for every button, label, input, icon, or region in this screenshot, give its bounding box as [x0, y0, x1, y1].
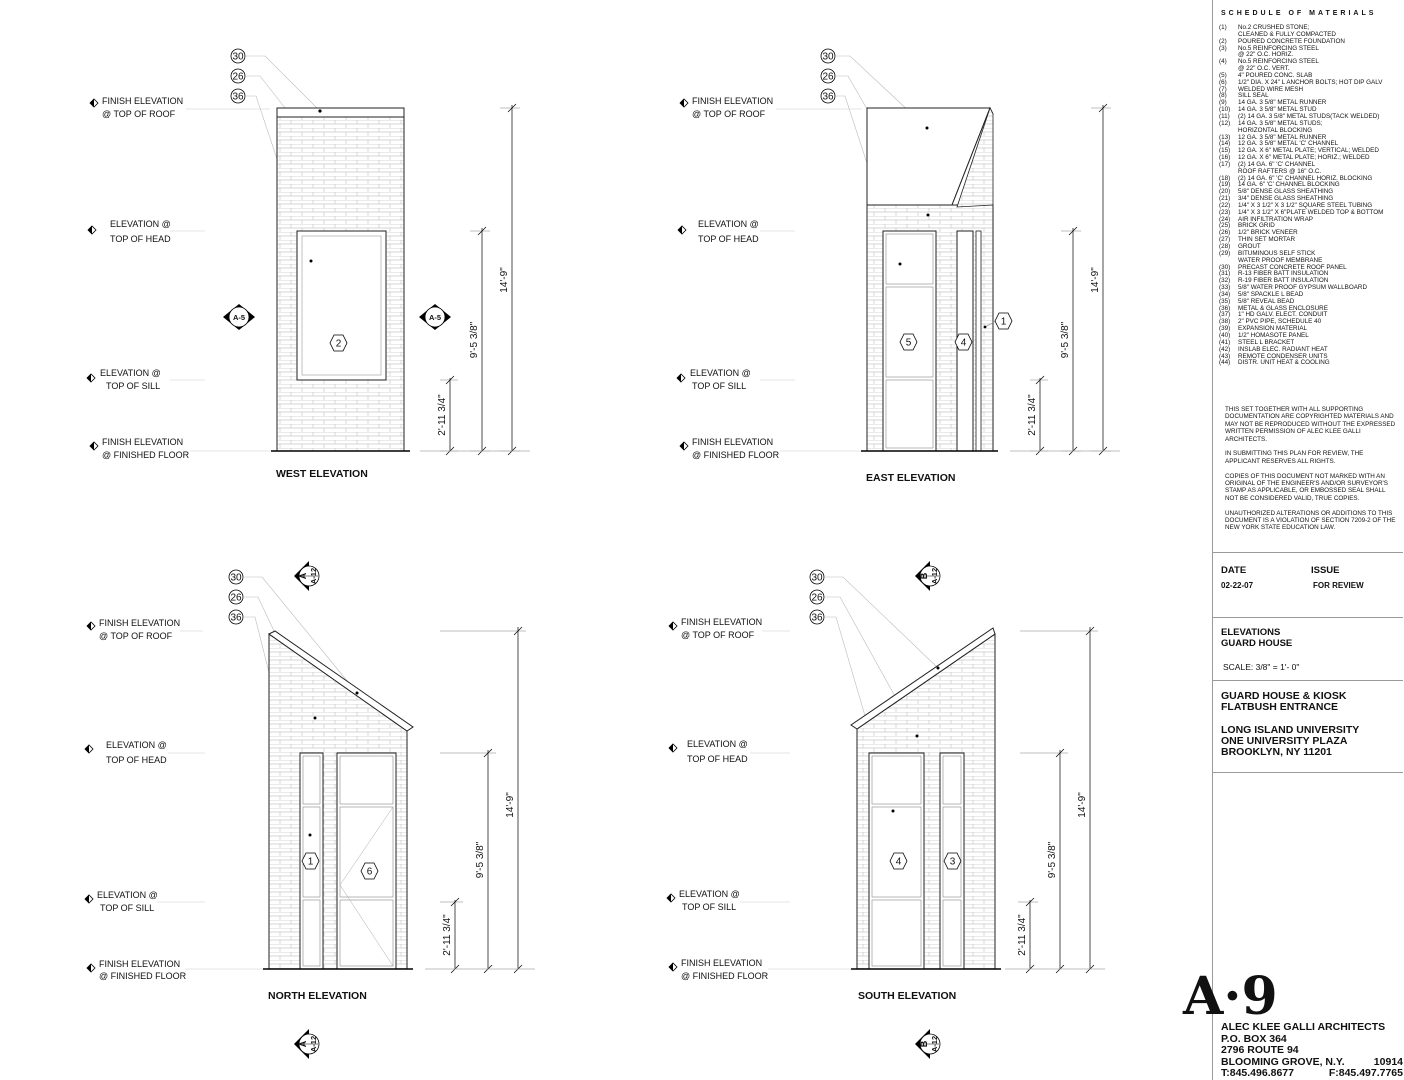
divider [1213, 617, 1403, 618]
east-title: EAST ELEVATION [866, 472, 956, 484]
material-number: (2) [1219, 37, 1227, 45]
issue-label: ISSUE [1311, 565, 1340, 576]
material-number: (7) [1219, 85, 1227, 93]
east-dim-sill: 2'-11 3/4" [1027, 394, 1038, 436]
material-number: (26) [1219, 229, 1231, 237]
north-dim-overall: 14'-9" [505, 792, 516, 818]
material-description: POURED CONCRETE FOUNDATION [1238, 37, 1345, 45]
sheet-title [1221, 628, 1292, 649]
sheet-number [1183, 966, 1323, 1027]
svg-text:A-12: A-12 [309, 1035, 318, 1053]
north-elevation [85, 561, 535, 1059]
material-description: WELDED WIRE MESH [1238, 85, 1304, 93]
title-block [1183, 0, 1403, 1080]
south-elevation [667, 561, 1105, 1059]
north-level-4b: @ FINISHED FLOOR [99, 971, 187, 981]
material-description: THIN SET MORTAR [1238, 236, 1296, 244]
east-keynote-30: 30 [822, 51, 834, 63]
west-level-3b: TOP OF SILL [106, 381, 161, 391]
material-number: (10) [1219, 106, 1231, 114]
west-section-mark-right [419, 304, 451, 330]
material-description: 2" PVC PIPE, SCHEDULE 40 [1238, 318, 1322, 326]
south-tag-4 [890, 853, 907, 869]
svg-text:A-5: A-5 [428, 313, 442, 322]
material-number: (24) [1219, 215, 1231, 223]
material-number: (37) [1219, 311, 1231, 319]
firm-zip: 10914 [1373, 1055, 1403, 1068]
south-dim-head: 9'-5 3/8" [1047, 841, 1058, 879]
material-description: EXPANSION MATERIAL [1238, 325, 1308, 333]
north-section-mark-top [294, 561, 319, 591]
project-line-2: FLATBUSH ENTRANCE [1221, 701, 1339, 713]
material-number: (14) [1219, 140, 1231, 148]
firm-name: ALEC KLEE GALLI ARCHITECTS [1221, 1021, 1386, 1033]
material-number: (43) [1219, 352, 1231, 360]
material-description: METAL & GLASS ENCLOSURE [1238, 304, 1328, 312]
note-copyright: THIS SET TOGETHER WITH ALL SUPPORTING DOCUMENTATION ARE COPYRIGHTED MATERIALS AND MAY NOT BE REPRODUCED WITHOUT THE EXPRESSED WRITTEN PERMISSION OF ALEC KLEE GALLI ARCHITECTS. [1225, 406, 1396, 443]
material-item [1219, 59, 1401, 73]
svg-text:5: 5 [905, 337, 912, 349]
west-keynote-30: 30 [232, 51, 244, 63]
south-level-4a: FINISH ELEVATION [681, 958, 763, 968]
project-name [1221, 691, 1346, 713]
material-number: (34) [1219, 290, 1231, 298]
east-tag-4 [955, 334, 972, 350]
svg-text:A: A [298, 572, 308, 580]
south-section-mark-bottom [915, 1029, 940, 1059]
material-description: 5/8" REVEAL BEAD [1238, 297, 1295, 305]
material-number: (9) [1219, 99, 1227, 107]
north-tag-6 [361, 863, 378, 879]
material-description: No.2 CRUSHED STONE; CLEANED & FULLY COMPACTED [1238, 24, 1336, 38]
svg-text:A-12: A-12 [930, 1035, 939, 1053]
west-title: WEST ELEVATION [276, 468, 368, 480]
material-number: (3) [1219, 44, 1227, 52]
east-level-labels [677, 96, 866, 460]
issue-value: FOR REVIEW [1313, 581, 1364, 590]
material-number: (44) [1219, 359, 1231, 367]
firm-city: BLOOMING GROVE, N.Y. [1221, 1055, 1345, 1068]
material-number: (16) [1219, 154, 1231, 162]
material-description: 1" HD GALV. ELECT. CONDUIT [1238, 311, 1328, 319]
north-level-1a: FINISH ELEVATION [99, 618, 181, 628]
material-number: (15) [1219, 147, 1231, 155]
material-description: 1/2" HOMASOTE PANEL [1238, 331, 1309, 339]
west-keynote-26: 26 [232, 71, 244, 83]
material-number: (33) [1219, 284, 1231, 292]
north-tag-1 [302, 853, 319, 869]
west-level-4b: @ FINISHED FLOOR [102, 450, 190, 460]
legal-notes [1225, 406, 1397, 539]
material-number: (18) [1219, 174, 1231, 182]
note-rights: IN SUBMITTING THIS PLAN FOR REVIEW, THE APPLICANT RESERVES ALL RIGHTS. [1225, 450, 1364, 465]
material-number: (4) [1219, 58, 1227, 66]
material-description: 14 GA. 3 5/8" METAL RUNNER [1238, 99, 1327, 107]
north-dim-head: 9'-5 3/8" [475, 841, 486, 879]
materials-list [1219, 25, 1401, 367]
south-dim-sill: 2'-11 3/4" [1017, 914, 1028, 956]
west-level-4a: FINISH ELEVATION [102, 437, 184, 447]
divider [1213, 680, 1403, 681]
material-number: (25) [1219, 222, 1231, 230]
divider [1213, 772, 1403, 773]
material-description: SILL SEAL [1238, 92, 1269, 100]
material-description: No.5 REINFORCING STEEL @ 22" O.C. HORIZ. [1238, 44, 1319, 59]
west-keynote-36: 36 [232, 91, 244, 103]
material-number: (12) [1219, 119, 1231, 127]
west-level-labels [87, 96, 275, 460]
sheet-title-line-2: GUARD HOUSE [1221, 637, 1293, 649]
svg-text:1: 1 [1000, 316, 1007, 328]
west-level-2b: TOP OF HEAD [110, 234, 171, 244]
material-description: INSLAB ELEC. RADIANT HEAT [1238, 345, 1328, 353]
svg-text:A-12: A-12 [930, 567, 939, 585]
material-item [1219, 360, 1401, 367]
material-description: PRECAST CONCRETE ROOF PANEL [1238, 263, 1347, 271]
material-description: 14 GA. 3 5/8" METAL STUD [1238, 106, 1317, 114]
material-number: (11) [1219, 112, 1230, 120]
east-level-4a: FINISH ELEVATION [692, 437, 774, 447]
east-level-4b: @ FINISHED FLOOR [692, 450, 780, 460]
material-number: (35) [1219, 297, 1231, 305]
north-dim-sill: 2'-11 3/4" [442, 914, 453, 956]
svg-text:A-12: A-12 [309, 567, 318, 585]
svg-text:3: 3 [949, 856, 956, 868]
west-dim-sill: 2'-11 3/4" [437, 394, 448, 436]
material-number: (27) [1219, 236, 1231, 244]
material-description: 12 GA. X 6" METAL PLATE; VERTICAL; WELDED [1238, 147, 1379, 155]
material-number: (42) [1219, 345, 1231, 353]
material-description: REMOTE CONDENSER UNITS [1238, 352, 1328, 360]
south-level-2a: ELEVATION @ [687, 739, 748, 749]
material-number: (21) [1219, 195, 1231, 203]
material-number: (20) [1219, 188, 1231, 196]
material-description: 3/4" DENSE GLASS SHEATHING [1238, 195, 1334, 203]
material-description: GROUT [1238, 243, 1261, 250]
material-number: (40) [1219, 331, 1231, 339]
material-description: (2) 14 GA. 3 5/8" METAL STUDS(TACK WELDED) [1238, 112, 1380, 120]
west-level-3a: ELEVATION @ [100, 368, 161, 378]
north-level-2a: ELEVATION @ [106, 740, 167, 750]
material-number: (38) [1219, 318, 1231, 326]
east-level-1a: FINISH ELEVATION [692, 96, 774, 106]
east-elevation [677, 49, 1120, 484]
east-level-2a: ELEVATION @ [698, 219, 759, 229]
south-level-labels [667, 617, 852, 981]
svg-text:A-5: A-5 [232, 313, 246, 322]
west-tag-2 [330, 335, 347, 351]
west-level-1a: FINISH ELEVATION [102, 96, 184, 106]
east-level-2b: TOP OF HEAD [698, 234, 759, 244]
west-level-1b: @ TOP OF ROOF [102, 109, 176, 119]
date-value: 02-22-07 [1221, 581, 1254, 590]
east-dim-overall: 14'-9" [1090, 267, 1101, 293]
south-title: SOUTH ELEVATION [858, 990, 957, 1002]
material-item [1219, 121, 1401, 135]
material-description: AIR INFILTRATION WRAP [1238, 215, 1313, 223]
client-line-2: ONE UNIVERSITY PLAZA [1221, 735, 1348, 747]
svg-text:6: 6 [366, 866, 373, 878]
sheet-title-line-1: ELEVATIONS [1221, 627, 1281, 638]
client-line-1: LONG ISLAND UNIVERSITY [1221, 724, 1360, 736]
svg-text:4: 4 [960, 337, 967, 349]
material-description: DISTR. UNIT HEAT & COOLING [1238, 359, 1330, 367]
material-description: 1/4" X 3 1/2" X 6"PLATE WELDED TOP & BOTTOM [1238, 208, 1384, 216]
note-copies: COPIES OF THIS DOCUMENT NOT MARKED WITH AN ORIGINAL OF THE ENGINEER'S AND/OR SURVEYOR'S STAMP AS APPLICABLE, OR EMBOSSED SEAL SHALL NOT BE CONSIDERED VALID, TRUE COPIES. [1225, 472, 1388, 502]
material-description: (2) 14 GA. 6" 'C' CHANNEL HORIZ. BLOCKING [1238, 174, 1373, 182]
material-number: (39) [1219, 325, 1231, 333]
north-title: NORTH ELEVATION [268, 990, 367, 1002]
material-number: (28) [1219, 243, 1231, 250]
schedule-title: SCHEDULE OF MATERIALS [1221, 10, 1377, 17]
south-section-mark-top [915, 561, 940, 591]
scale-note: SCALE: 3/8" = 1'- 0" [1223, 662, 1300, 672]
material-number: (6) [1219, 78, 1227, 86]
material-number: (36) [1219, 304, 1231, 312]
material-number: (22) [1219, 201, 1231, 209]
east-tag-5 [900, 334, 917, 350]
material-item [1219, 25, 1401, 39]
material-description: 4" POURED CONC. SLAB [1238, 71, 1313, 79]
material-description: 14 GA. 3 5/8" METAL STUDS; HORIZONTAL BLOCKING [1238, 119, 1323, 134]
material-number: (1) [1219, 24, 1227, 31]
material-number: (13) [1219, 133, 1231, 141]
material-description: BITUMINOUS SELF STICK WATER PROOF MEMBRANE [1238, 249, 1323, 264]
west-dim-overall: 14'-9" [499, 267, 510, 293]
firm-fax: F:845.497.7765 [1328, 1067, 1403, 1079]
south-level-4b: @ FINISHED FLOOR [681, 971, 769, 981]
project-line-1: GUARD HOUSE & KIOSK [1221, 690, 1347, 702]
material-number: (32) [1219, 277, 1231, 285]
north-level-labels [85, 618, 270, 981]
material-number: (17) [1219, 160, 1231, 168]
east-keynote-36: 36 [822, 91, 834, 103]
south-level-2b: TOP OF HEAD [687, 754, 748, 764]
north-level-3a: ELEVATION @ [97, 890, 158, 900]
material-description: (2) 14 GA. 6" 'C' CHANNEL ROOF RAFTERS @ 16" O.C. [1238, 160, 1322, 175]
material-description: 1/4" X 3 1/2" X 3 1/2" SQUARE STEEL TUBING [1238, 201, 1373, 209]
svg-text:A: A [298, 1040, 308, 1048]
material-number: (8) [1219, 92, 1227, 100]
svg-text:B: B [919, 572, 929, 580]
material-description: BRICK GRID [1238, 222, 1275, 230]
material-description: 5/8" SPACKLE L BEAD [1238, 290, 1304, 298]
south-dim-overall: 14'-9" [1077, 792, 1088, 818]
north-level-4a: FINISH ELEVATION [99, 959, 181, 969]
south-level-1b: @ TOP OF ROOF [681, 630, 755, 640]
note-alterations: UNAUTHORIZED ALTERATIONS OR ADDITIONS TO THIS DOCUMENT IS A VIOLATION OF SECTION 7209-2 OF THE NEW YORK STATE EDUCATION LAW. [1225, 509, 1396, 532]
material-description: R-13 FIBER BATT INSULATION [1238, 270, 1329, 278]
south-keynote-30: 30 [811, 572, 823, 584]
material-description: 12 GA. 3 5/8" METAL RUNNER [1238, 133, 1327, 141]
material-description: 12 GA. 3 5/8" METAL 'C' CHANNEL [1238, 140, 1339, 148]
north-level-3b: TOP OF SILL [100, 903, 155, 913]
east-level-3a: ELEVATION @ [690, 368, 751, 378]
west-dim-head: 9'-5 3/8" [469, 321, 480, 359]
west-section-mark-left [223, 304, 255, 330]
material-description: No.5 REINFORCING STEEL @ 22" O.C. VERT. [1238, 58, 1319, 73]
material-number: (5) [1219, 71, 1227, 79]
material-number: (19) [1219, 181, 1231, 189]
north-section-mark-bottom [294, 1029, 319, 1059]
west-level-2a: ELEVATION @ [110, 219, 171, 229]
divider [1213, 552, 1403, 553]
south-level-3b: TOP OF SILL [682, 902, 737, 912]
material-description: 5/8" DENSE GLASS SHEATHING [1238, 188, 1334, 196]
material-item [1219, 251, 1401, 265]
svg-text:4: 4 [895, 856, 902, 868]
material-description: 14 GA. 6" 'C' CHANNEL BLOCKING [1238, 181, 1340, 189]
south-level-1a: FINISH ELEVATION [681, 617, 763, 627]
material-number: (30) [1219, 263, 1231, 271]
material-item [1219, 46, 1401, 60]
material-description: 5/8" WATER PROOF GYPSUM WALLBOARD [1238, 284, 1368, 292]
material-number: (23) [1219, 208, 1231, 216]
north-keynote-26: 26 [230, 592, 242, 604]
south-level-3a: ELEVATION @ [679, 889, 740, 899]
firm-block [1221, 1022, 1403, 1080]
south-keynote-26: 26 [811, 592, 823, 604]
material-number: (31) [1219, 270, 1231, 278]
north-level-2b: TOP OF HEAD [106, 755, 167, 765]
east-level-1b: @ TOP OF ROOF [692, 109, 766, 119]
material-description: 12 GA. X 6" METAL PLATE; HORIZ.; WELDED [1238, 154, 1370, 162]
material-description: STEEL L BRACKET [1238, 338, 1295, 346]
north-keynote-36: 36 [230, 612, 242, 624]
date-label: DATE [1221, 565, 1247, 576]
svg-text:B: B [919, 1040, 929, 1048]
south-tag-3 [944, 853, 961, 869]
sheet-number-text: A·9 [1183, 966, 1278, 1027]
south-keynote-36: 36 [811, 612, 823, 624]
east-dim-head: 9'-5 3/8" [1060, 321, 1071, 359]
material-description: 1/2" BRICK VENEER [1238, 229, 1298, 237]
material-number: (29) [1219, 249, 1231, 257]
material-item [1219, 162, 1401, 176]
east-keynote-26: 26 [822, 71, 834, 83]
north-level-1b: @ TOP OF ROOF [99, 631, 173, 641]
west-elevation [87, 49, 530, 480]
north-keynote-30: 30 [230, 572, 242, 584]
svg-text:2: 2 [335, 338, 342, 350]
svg-text:1: 1 [307, 856, 314, 868]
material-description: 1/2" DIA. X 24" L ANCHOR BOLTS; HOT DIP GALV [1238, 78, 1383, 86]
client-address [1221, 725, 1359, 758]
east-level-3b: TOP OF SILL [692, 381, 747, 391]
firm-street: 2796 ROUTE 94 [1221, 1044, 1299, 1056]
firm-pobox: P.O. BOX 364 [1221, 1032, 1287, 1045]
material-description: R-19 FIBER BATT INSULATION [1238, 277, 1329, 285]
client-line-3: BROOKLYN, NY 11201 [1221, 746, 1332, 758]
firm-phone: T:845.496.8677 [1221, 1067, 1294, 1079]
material-number: (41) [1219, 338, 1231, 346]
